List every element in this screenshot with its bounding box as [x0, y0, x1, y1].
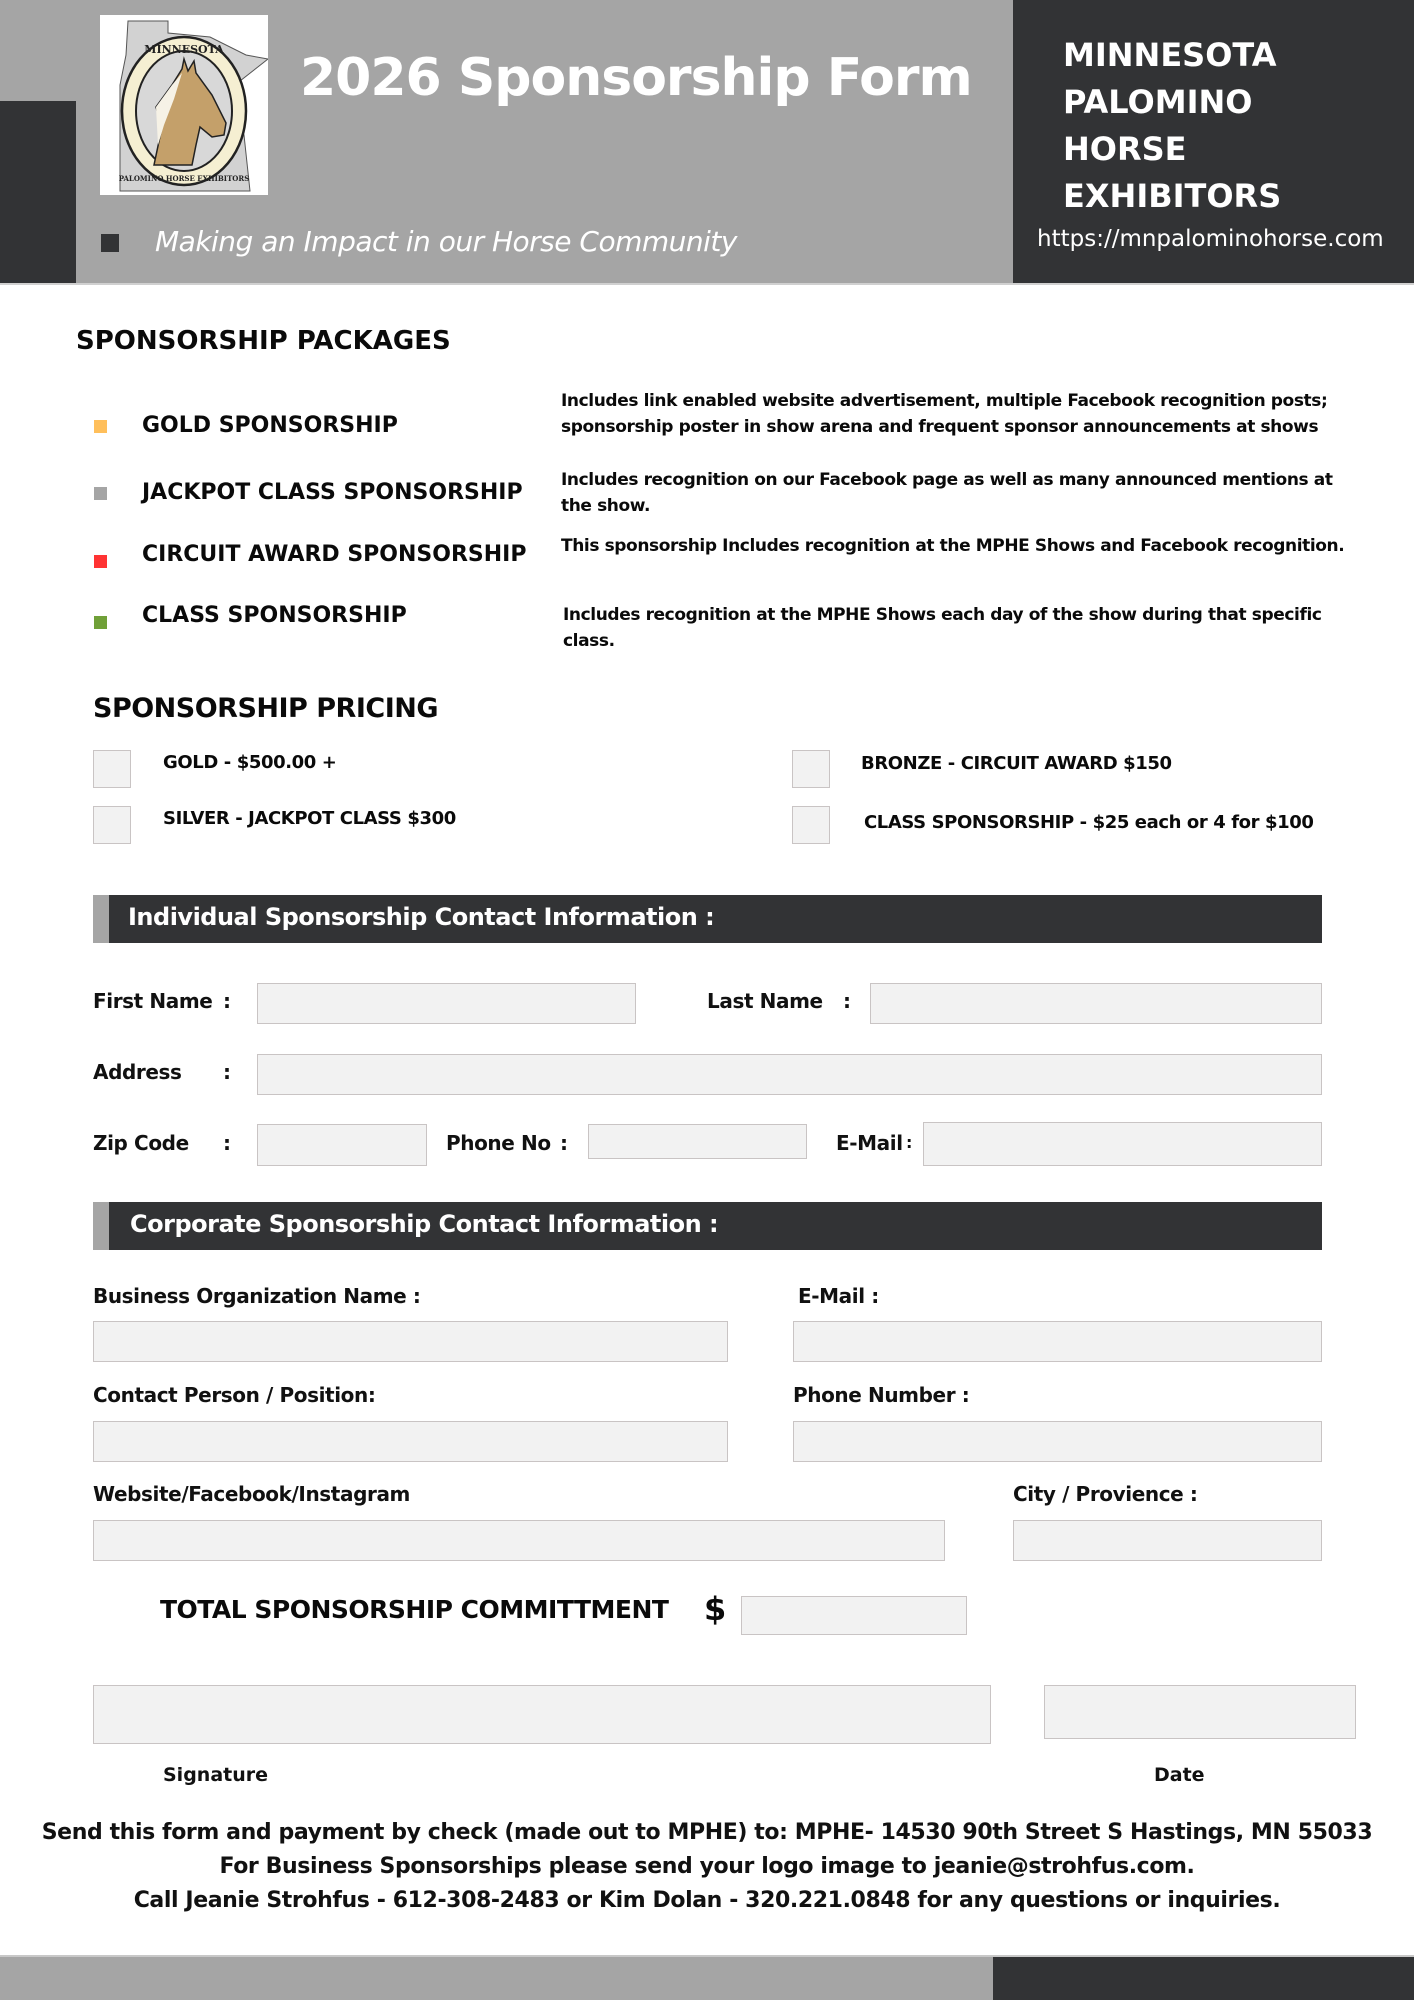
phone-label: Phone No [446, 1131, 551, 1155]
contact-instructions: Call Jeanie Strohfus - 612-308-2483 or Kim Dolan - 320.221.0848 for any questions or inquiries. [133, 1888, 1281, 1913]
total-amount-input[interactable] [741, 1596, 967, 1635]
corporate-email-input[interactable] [793, 1321, 1322, 1362]
silver-checkbox[interactable] [93, 806, 131, 844]
horse-logo-icon [100, 15, 268, 195]
signature-label: Signature [163, 1764, 269, 1786]
zip-code-input[interactable] [257, 1124, 427, 1166]
tagline: Making an Impact in our Horse Community [155, 225, 737, 258]
org-name-line: MINNESOTA [1063, 36, 1277, 74]
first-name-label: First Name [93, 989, 213, 1013]
email-input[interactable] [923, 1122, 1322, 1166]
org-name-line: PALOMINO [1063, 83, 1253, 121]
svg-text:PALOMINO HORSE EXHIBITORS: PALOMINO HORSE EXHIBITORS [118, 174, 250, 183]
colon: : [843, 989, 851, 1013]
footer-bar-dark [993, 1957, 1414, 2000]
colon: : [223, 1131, 231, 1155]
phone-input[interactable] [588, 1124, 807, 1159]
package-label-class: CLASS SPONSORSHIP [142, 603, 407, 628]
last-name-label: Last Name [707, 989, 823, 1013]
email-label: E-Mail [836, 1131, 903, 1155]
colon: : [560, 1131, 568, 1155]
date-input[interactable] [1044, 1685, 1356, 1739]
package-desc-jackpot: Includes recognition on our Facebook page as well as many announced mentions at the show. [561, 470, 1333, 516]
corporate-phone-input[interactable] [793, 1421, 1322, 1462]
city-label: City / Provience : [1013, 1482, 1198, 1506]
packages-heading: SPONSORSHIP PACKAGES [76, 326, 451, 356]
business-name-label: Business Organization Name : [93, 1284, 421, 1308]
mphe-logo [100, 15, 268, 195]
gold-bullet-icon [94, 420, 107, 433]
corporate-email-label: E-Mail : [798, 1284, 879, 1308]
price-label-silver: SILVER - JACKPOT CLASS $300 [163, 808, 456, 829]
package-label-jackpot: JACKPOT CLASS SPONSORSHIP [142, 480, 523, 505]
corporate-phone-label: Phone Number : [793, 1383, 970, 1407]
address-label: Address [93, 1060, 182, 1084]
city-input[interactable] [1013, 1520, 1322, 1561]
package-desc-circuit: This sponsorship Includes recognition at the MPHE Shows and Facebook recognition. [561, 536, 1345, 556]
package-desc-class: Includes recognition at the MPHE Shows each day of the show during that specific class. [563, 605, 1322, 651]
package-label-circuit: CIRCUIT AWARD SPONSORSHIP [142, 542, 527, 567]
class-bullet-icon [94, 616, 107, 629]
header-accent-dark-left [0, 101, 76, 283]
website-label: Website/Facebook/Instagram [93, 1482, 410, 1506]
page-title: 2026 Sponsorship Form [300, 48, 972, 108]
contact-person-label: Contact Person / Position: [93, 1383, 376, 1407]
colon: : [223, 1060, 231, 1084]
corporate-section-title: Corporate Sponsorship Contact Information : [130, 1210, 719, 1238]
price-label-bronze: BRONZE - CIRCUIT AWARD $150 [861, 753, 1172, 774]
business-name-input[interactable] [93, 1321, 728, 1362]
corporate-section-bar [93, 1202, 1322, 1250]
last-name-input[interactable] [870, 983, 1322, 1024]
jackpot-bullet-icon [94, 487, 107, 500]
colon: : [223, 989, 231, 1013]
class-sponsorship-checkbox[interactable] [792, 806, 830, 844]
website-link[interactable]: https://mnpalominohorse.com [1037, 226, 1384, 252]
website-input[interactable] [93, 1520, 945, 1561]
signature-input[interactable] [93, 1685, 991, 1744]
svg-text:MINNESOTA: MINNESOTA [144, 43, 224, 56]
pricing-heading: SPONSORSHIP PRICING [93, 693, 438, 724]
circuit-bullet-icon [94, 555, 107, 568]
organization-name [1063, 32, 1281, 220]
bronze-checkbox[interactable] [792, 750, 830, 788]
address-input[interactable] [257, 1054, 1322, 1095]
date-label: Date [1154, 1764, 1205, 1786]
tagline-bullet-icon [101, 234, 119, 252]
logo-instructions: For Business Sponsorships please send your logo image to jeanie@strohfus.com. [219, 1854, 1195, 1879]
individual-section-bar [93, 895, 1322, 943]
contact-person-input[interactable] [93, 1421, 728, 1462]
package-label-gold: GOLD SPONSORSHIP [142, 413, 398, 438]
individual-section-title: Individual Sponsorship Contact Information : [128, 903, 715, 931]
gold-checkbox[interactable] [93, 750, 131, 788]
price-label-gold: GOLD - $500.00 + [163, 752, 337, 773]
footer-bar-gray [0, 1957, 993, 2000]
org-name-line: HORSE [1063, 130, 1187, 168]
colon: : [906, 1133, 913, 1152]
price-label-class: CLASS SPONSORSHIP - $25 each or 4 for $100 [864, 812, 1314, 833]
dollar-sign: $ [704, 1590, 727, 1628]
zip-code-label: Zip Code [93, 1131, 189, 1155]
org-name-line: EXHIBITORS [1063, 177, 1282, 215]
first-name-input[interactable] [257, 983, 636, 1024]
header-divider [0, 283, 1414, 285]
package-desc-gold: Includes link enabled website advertisement, multiple Facebook recognition posts; sponsorship poster in show arena and frequent sponsor announcements at shows [561, 391, 1328, 437]
mailing-instructions: Send this form and payment by check (made out to MPHE) to: MPHE- 14530 90th Street S Hastings, MN 55033 [41, 1820, 1373, 1845]
total-commitment-label: TOTAL SPONSORSHIP COMMITTMENT [160, 1595, 669, 1624]
